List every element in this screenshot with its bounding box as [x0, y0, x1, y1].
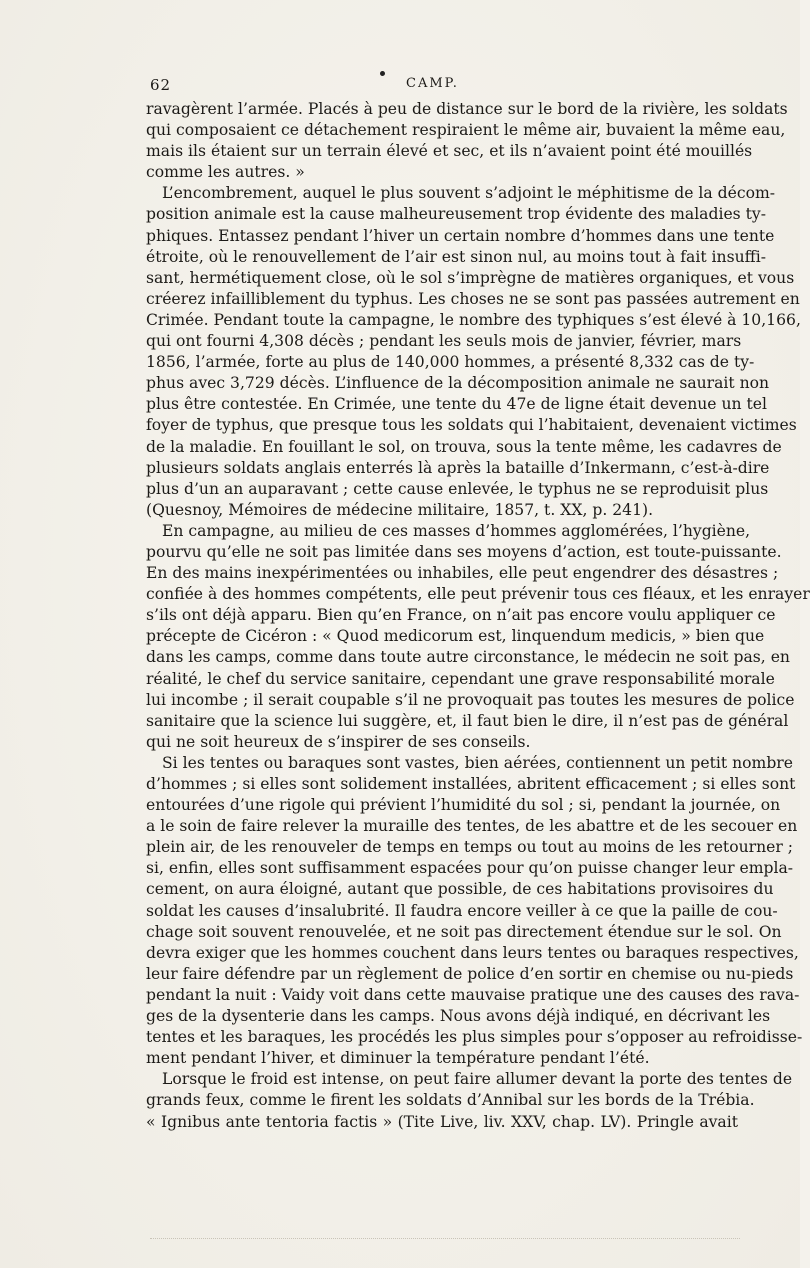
text-line: précepte de Cicéron : « Quod medicorum est, linquendum medicis, » bien que	[146, 627, 765, 646]
text-line: Crimée. Pendant toute la campagne, le nombre des typhiques s’est élevé à 10,166,	[146, 310, 801, 329]
text-line: foyer de typhus, que presque tous les soldats qui l’habitaient, devenaient victimes	[146, 416, 797, 435]
text-line: pourvu qu’elle ne soit pas limitée dans ses moyens d’action, est toute-puissante.	[146, 542, 782, 561]
text-line: confiée à des hommes compétents, elle peut prévenir tous ces fléaux, et les enrayer	[146, 585, 810, 604]
text-line: L’encombrement, auquel le plus souvent s’adjoint le méphitisme de la décom-	[162, 184, 776, 203]
text-line: phus avec 3,729 décès. L’influence de la décomposition animale ne saurait non	[146, 374, 770, 393]
text-line: « Ignibus ante tentoria factis » (Tite Live, liv. XXV, chap. LV). Pringle avait	[146, 1112, 738, 1131]
text-line: chage soit souvent renouvelée, et ne soit pas directement étendue sur le sol. On	[146, 922, 782, 941]
text-line: plein air, de les renouveler de temps en temps ou tout au moins de les retourner ;	[146, 838, 794, 857]
running-head: CAMP.	[406, 76, 459, 91]
text-line: de la maladie. En fouillant le sol, on trouva, sous la tente même, les cadavres de	[146, 437, 782, 456]
text-line: entourées d’une rigole qui prévient l’humidité du sol ; si, pendant la journée, on	[146, 796, 781, 815]
text-line: leur faire défendre par un règlement de police d’en sortir en chemise ou nu-pieds	[146, 964, 794, 983]
text-line: étroite, où le renouvellement de l’air est sinon nul, au moins tout à fait insuffi-	[146, 247, 766, 266]
text-line: (Quesnoy, Mémoires de médecine militaire, 1857, t. XX, p. 241).	[146, 500, 654, 519]
text-line: devra exiger que les hommes couchent dans leurs tentes ou baraques respectives,	[146, 943, 799, 962]
text-line: qui ont fourni 4,308 décès ; pendant les seuls mois de janvier, février, mars	[146, 332, 742, 351]
text-line: position animale est la cause malheureusement trop évidente des maladies ty-	[146, 205, 766, 224]
text-line: grands feux, comme le firent les soldats d’Annibal sur les bords de la Trébia.	[146, 1091, 755, 1110]
text-line: phiques. Entassez pendant l’hiver un certain nombre d’hommes dans une tente	[146, 226, 775, 245]
text-line: a le soin de faire relever la muraille des tentes, de les abattre et de les secouer en	[146, 817, 798, 836]
text-line: créerez infailliblement du typhus. Les choses ne se sont pas passées autrement en	[146, 289, 800, 308]
page-header	[142, 76, 742, 98]
text-line: ment pendant l’hiver, et diminuer la température pendant l’été.	[146, 1049, 650, 1068]
text-line: plusieurs soldats anglais enterrés là après la bataille d’Inkermann, c’est-à-dire	[146, 458, 770, 477]
text-line: dans les camps, comme dans toute autre circonstance, le médecin ne soit pas, en	[146, 648, 790, 667]
text-line: En des mains inexpérimentées ou inhabiles, elle peut engendrer des désastres ;	[146, 564, 779, 583]
text-line: cement, on aura éloigné, autant que possible, de ces habitations provisoires du	[146, 880, 774, 899]
text-line: plus d’un an auparavant ; cette cause enlevée, le typhus ne se reproduisit plus	[146, 479, 769, 498]
text-line: réalité, le chef du service sanitaire, cependant une grave responsabilité morale	[146, 669, 775, 688]
text-line: Si les tentes ou baraques sont vastes, bien aérées, contiennent un petit nombre	[162, 753, 793, 772]
text-line: 1856, l’armée, forte au plus de 140,000 hommes, a présenté 8,332 cas de ty-	[146, 353, 755, 372]
text-line: comme les autres. »	[146, 163, 305, 182]
text-line: mais ils étaient sur un terrain élevé et sec, et ils n’avaient point été mouillés	[146, 142, 753, 161]
text-line: sanitaire que la science lui suggère, et, il faut bien le dire, il n’est pas de général	[146, 711, 789, 730]
text-line: s’ils ont déjà apparu. Bien qu’en France, on n’ait pas encore voulu appliquer ce	[146, 606, 776, 625]
footer-divider	[150, 1238, 740, 1239]
text-line: sant, hermétiquement close, où le sol s’imprègne de matières organiques, et vous	[146, 268, 795, 287]
text-line: qui composaient ce détachement respiraient le même air, buvaient la même eau,	[146, 121, 786, 140]
body-text	[146, 99, 810, 1133]
text-line: Lorsque le froid est intense, on peut faire allumer devant la porte des tentes de	[162, 1070, 793, 1089]
text-line: En campagne, au milieu de ces masses d’hommes agglomérées, l’hygiène,	[162, 521, 751, 540]
text-line: soldat les causes d’insalubrité. Il faudra encore veiller à ce que la paille de cou-	[146, 901, 778, 920]
text-line: lui incombe ; il serait coupable s’il ne provoquait pas toutes les mesures de police	[146, 690, 795, 709]
text-line: qui ne soit heureux de s’inspirer de ses conseils.	[146, 732, 531, 751]
text-line: ravagèrent l’armée. Placés à peu de distance sur le bord de la rivière, les soldats	[146, 100, 788, 118]
text-line: plus être contestée. En Crimée, une tente du 47e de ligne était devenue un tel	[146, 395, 767, 414]
text-line: d’hommes ; si elles sont solidement installées, abritent efficacement ; si elles sont	[146, 775, 796, 793]
text-line: tentes et les baraques, les procédés les plus simples pour s’opposer au refroidisse-	[146, 1028, 803, 1047]
page-number: 62	[150, 76, 172, 94]
text-line: pendant la nuit : Vaidy voit dans cette mauvaise pratique une des causes des rava-	[146, 985, 800, 1004]
text-line: ges de la dysenterie dans les camps. Nous avons déjà indiqué, en décrivant les	[146, 1007, 771, 1026]
text-line: si, enfin, elles sont suffisamment espacées pour qu’on puisse changer leur empla-	[146, 859, 794, 878]
